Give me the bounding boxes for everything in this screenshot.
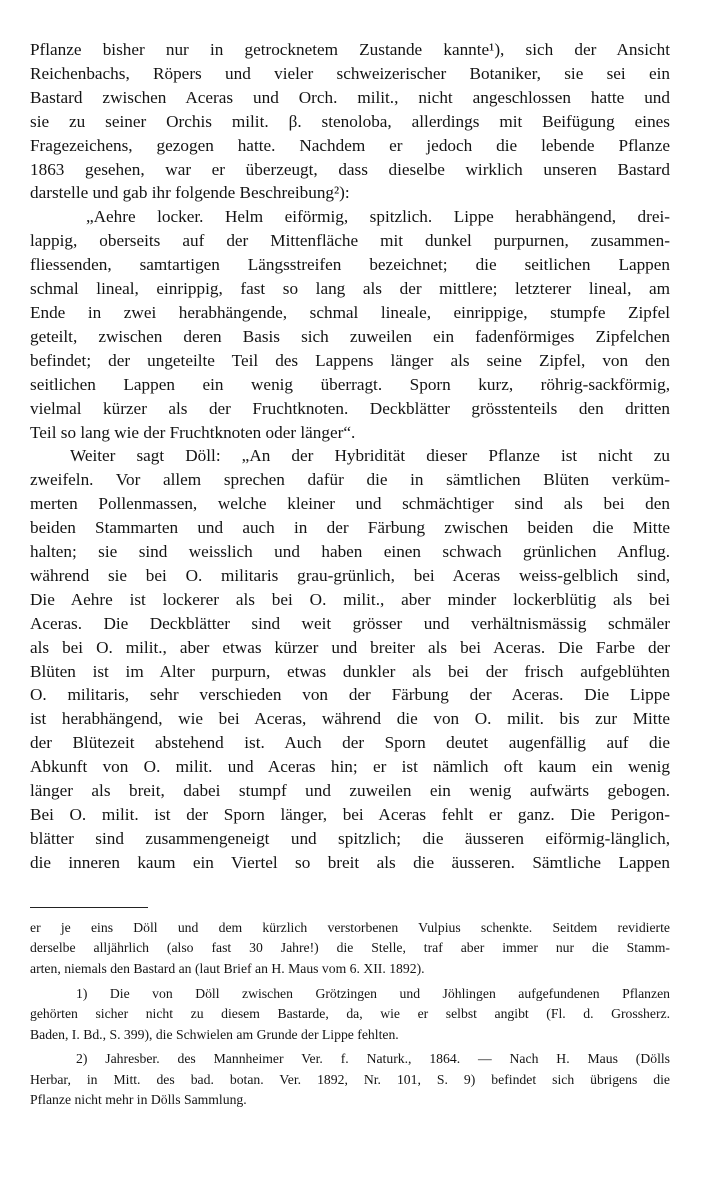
text-line: merten Pollenmassen, welche kleiner und schmächtiger sind als bei den — [30, 494, 670, 514]
text-line: die inneren kaum ein Viertel so breit als die äusseren. Sämtliche Lappen — [30, 852, 670, 872]
text-line: schmal lineal, einrippig, fast so lang als der mittlere; letzterer lineal, am — [30, 279, 670, 299]
text-line: Fragezeichens, gezogen hatte. Nachdem er jedoch die lebende Pflanze — [30, 135, 670, 155]
footnote-line: Pflanze nicht mehr in Dölls Sammlung. — [30, 1092, 247, 1108]
text-line: Pflanze bisher nur in getrocknetem Zustande kannte¹), sich der Ansicht — [30, 40, 670, 59]
text-line: als bei O. milit., aber etwas kürzer und breiter als bei Aceras. Die Farbe der — [30, 637, 670, 657]
text-line: sie zu seiner Orchis milit. β. stenoloba, allerdings mit Beifügung eines — [30, 111, 670, 131]
text-line: blätter sind zusammengeneigt und spitzlich; die äusseren eiförmig-länglich, — [30, 828, 670, 848]
text-line: Reichenbachs, Röpers und vieler schweizerischer Botaniker, sie sei ein — [30, 63, 670, 83]
footnote-line: er je eins Döll und dem kürzlich verstorbenen Vulpius schenkte. Seitdem revidierte — [30, 919, 670, 935]
text-line: lappig, oberseits auf der Mittenfläche mit dunkel purpurnen, zusammen- — [30, 231, 670, 251]
text-line: Ende in zwei herabhängende, schmal lineale, einrippige, stumpfe Zipfel — [30, 302, 670, 322]
text-line: darstelle und gab ihr folgende Beschreibung²): — [30, 183, 350, 203]
footnote-separator — [30, 907, 148, 908]
text-line: seitlichen Lappen ein wenig überragt. Sporn kurz, röhrig-sackförmig, — [30, 374, 670, 394]
text-line: Blüten ist im Alter purpurn, etwas dunkler als bei der frisch aufgeblühten — [30, 661, 670, 681]
text-line: halten; sie sind weisslich und haben einen schwach grünlichen Anflug. — [30, 542, 670, 562]
footnote-line: derselbe alljährlich (also fast 30 Jahre!) die Stelle, traf aber immer nur die Stamm- — [30, 940, 670, 956]
main-text — [30, 38, 670, 875]
text-line: geteilt, zwischen deren Basis sich zuweilen ein fadenförmiges Zipfelchen — [30, 326, 670, 346]
text-line: ist herabhängend, wie bei Aceras, während die von O. milit. bis zur Mitte — [30, 709, 670, 729]
text-line: O. militaris, sehr verschieden von der Färbung der Aceras. Die Lippe — [30, 685, 670, 705]
text-line: Die Aehre ist lockerer als bei O. milit., aber minder lockerblütig als bei — [30, 589, 670, 609]
footnote-1: 1) Die von Döll zwischen Grötzingen und Jöhlingen aufgefundenen Pflanzen — [76, 985, 670, 1001]
footnote-line: Herbar, in Mitt. des bad. botan. Ver. 1892, Nr. 101, S. 9) befindet sich übrigens die — [30, 1071, 670, 1087]
text-line: länger als breit, dabei stumpf und zuweilen ein wenig aufwärts gebogen. — [30, 781, 670, 801]
text-line: vielmal kürzer als der Fruchtknoten. Deckblätter grösstenteils den dritten — [30, 398, 670, 418]
text-line: Weiter sagt Döll: „An der Hybridität dieser Pflanze ist nicht zu — [70, 446, 670, 466]
text-line: Abkunft von O. milit. und Aceras hin; er ist nämlich oft kaum ein wenig — [30, 757, 670, 777]
footnote-line: gehörten sicher nicht zu diesem Bastarde, da, wie er selbst angibt (Fl. d. Grossherz. — [30, 1006, 670, 1022]
text-line: während sie bei O. militaris grau-grünlich, bei Aceras weiss-gelblich sind, — [30, 565, 670, 585]
text-line: Aceras. Die Deckblätter sind weit grösser und verhältnismässig schmäler — [30, 613, 670, 633]
text-line: „Aehre locker. Helm eiförmig, spitzlich. Lippe herabhängend, drei- — [86, 207, 670, 227]
text-line: der Blütezeit abstehend ist. Auch der Sporn deutet augenfällig auf die — [30, 733, 670, 753]
text-line: Bei O. milit. ist der Sporn länger, bei Aceras fehlt er ganz. Die Perigon- — [30, 805, 670, 824]
footnotes — [30, 918, 670, 1111]
footnote-2: 2) Jahresber. des Mannheimer Ver. f. Naturk., 1864. — Nach H. Maus (Dölls — [76, 1051, 670, 1067]
footnote-line: arten, niemals den Bastard an (laut Brief an H. Maus vom 6. XII. 1892). — [30, 960, 425, 976]
text-line: 1863 gesehen, war er überzeugt, dass dieselbe wirklich unseren Bastard — [30, 159, 670, 179]
text-line: zweifeln. Vor allem sprechen dafür die in sämtlichen Blüten verküm- — [30, 470, 670, 490]
document-page — [30, 38, 670, 1111]
text-line: befindet; der ungeteilte Teil des Lappens länger als seine Zipfel, von den — [30, 350, 670, 370]
footnote-line: Baden, I. Bd., S. 399), die Schwielen am Grunde der Lippe fehlten. — [30, 1026, 399, 1042]
text-line: fliessenden, samtartigen Längsstreifen bezeichnet; die seitlichen Lappen — [30, 255, 670, 275]
text-line: Teil so lang wie der Fruchtknoten oder länger“. — [30, 422, 356, 442]
text-line: beiden Stammarten und auch in der Färbung zwischen beiden die Mitte — [30, 518, 670, 538]
text-line: Bastard zwischen Aceras und Orch. milit., nicht angeschlossen hatte und — [30, 87, 670, 107]
